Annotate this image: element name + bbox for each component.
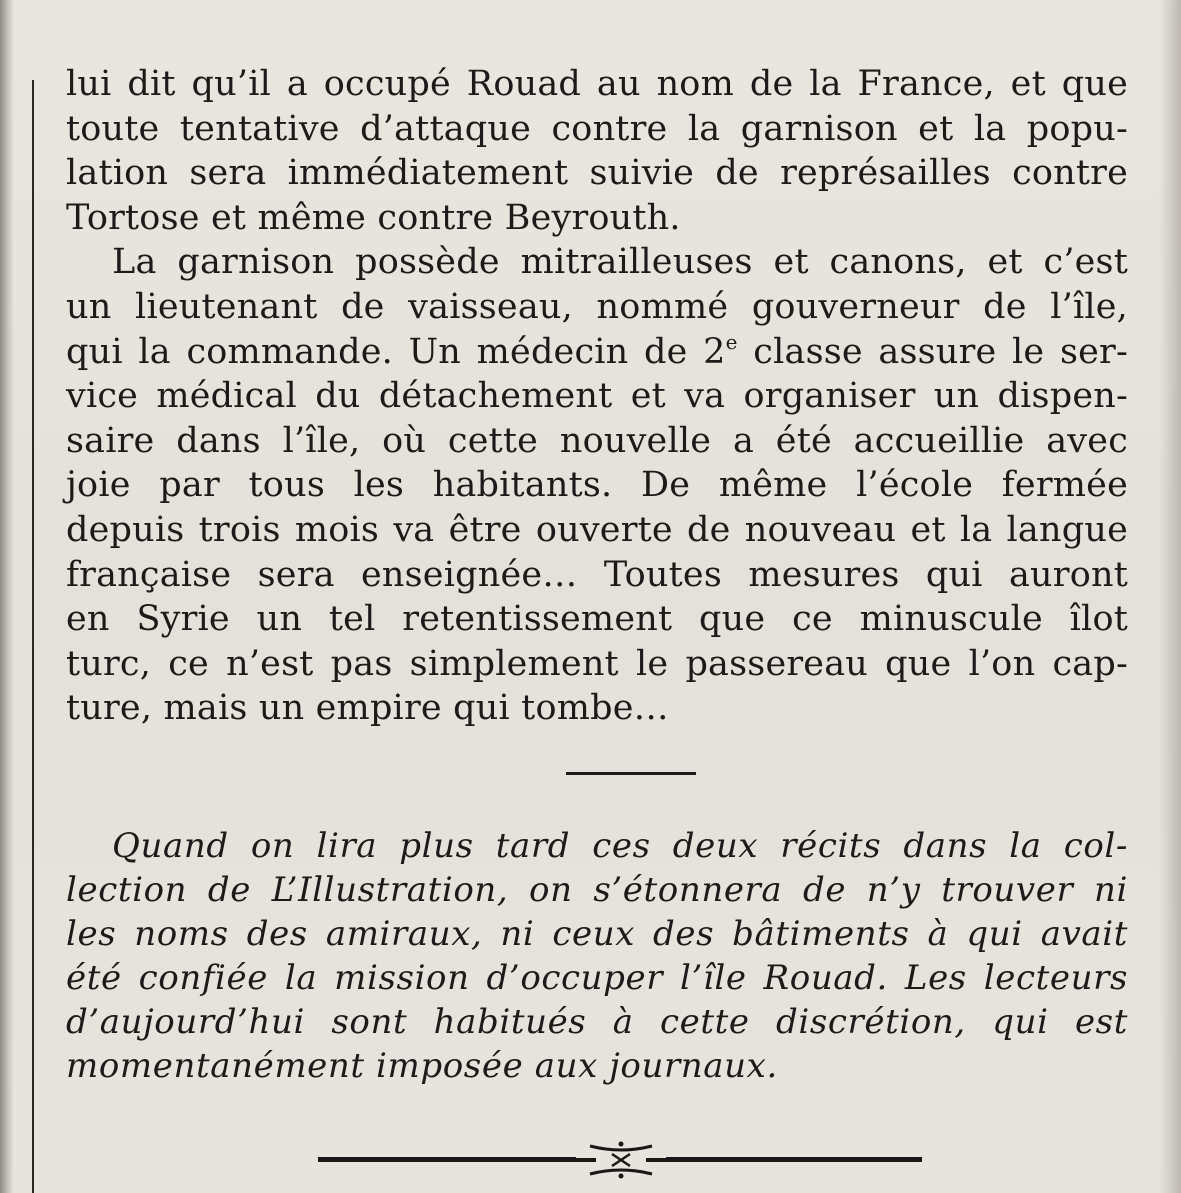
text-line: d’aujourd’hui sont habitués à cette discrétion, qui est: [66, 1002, 1128, 1042]
text-line: joie par tous les habitants. De même l’école fermée: [66, 465, 1128, 506]
text-line: toute tentative d’attaque contre la garnison et la popu-: [66, 108, 1128, 149]
text-line: Quand on lira plus tard ces deux récits dans la col-: [112, 826, 1128, 866]
text-line: en Syrie un tel retentissement que ce minuscule îlot: [66, 599, 1128, 640]
text-line: vice médical du détachement et va organiser un dispen-: [66, 376, 1128, 417]
page-edge-shadow-left: [0, 0, 14, 1193]
ornament-rule-right: [666, 1157, 922, 1162]
fleuron-ornament-icon: [576, 1132, 666, 1188]
text-line: depuis trois mois va être ouverte de nouveau et la langue: [66, 509, 1128, 550]
text-line: turc, ce n’est pas simplement le passereau que l’on cap-: [66, 643, 1128, 684]
text-line: lation sera immédiatement suivie de représailles contre: [66, 153, 1128, 194]
page-edge-shadow-right: [1159, 0, 1181, 1193]
text-line: ture, mais un empire qui tombe…: [66, 688, 669, 729]
section-separator: [566, 772, 696, 775]
text-line: lection de L’Illustration, on s’étonnera de n’y trouver ni: [66, 870, 1128, 910]
ornament-rule-left: [318, 1157, 576, 1162]
text-line: un lieutenant de vaisseau, nommé gouverneur de l’île,: [66, 286, 1128, 327]
text-line: La garnison possède mitrailleuses et canons, et c’est: [112, 242, 1128, 283]
text-line: lui dit qu’il a occupé Rouad au nom de la France, et que: [66, 64, 1128, 104]
editorial-note: [66, 824, 1128, 1088]
text-line: française sera enseignée… Toutes mesures qui auront: [66, 554, 1128, 595]
text-line: saire dans l’île, où cette nouvelle a été accueillie avec: [66, 420, 1128, 461]
text-fragment: classe assure le ser-: [737, 331, 1128, 372]
text-line: momentanément imposée aux journaux.: [66, 1046, 778, 1086]
text-line: Tortose et même contre Beyrouth.: [66, 197, 681, 238]
text-line-with-superscript: [66, 330, 1128, 375]
article-body: [66, 62, 1128, 731]
column-rule: [32, 80, 34, 1193]
text-line: les noms des amiraux, ni ceux des bâtiments à qui avait: [66, 914, 1128, 954]
text-fragment: qui la commande. Un médecin de 2: [66, 331, 726, 372]
superscript: e: [725, 329, 738, 354]
text-line: été confiée la mission d’occuper l’île Rouad. Les lecteurs: [66, 958, 1128, 998]
